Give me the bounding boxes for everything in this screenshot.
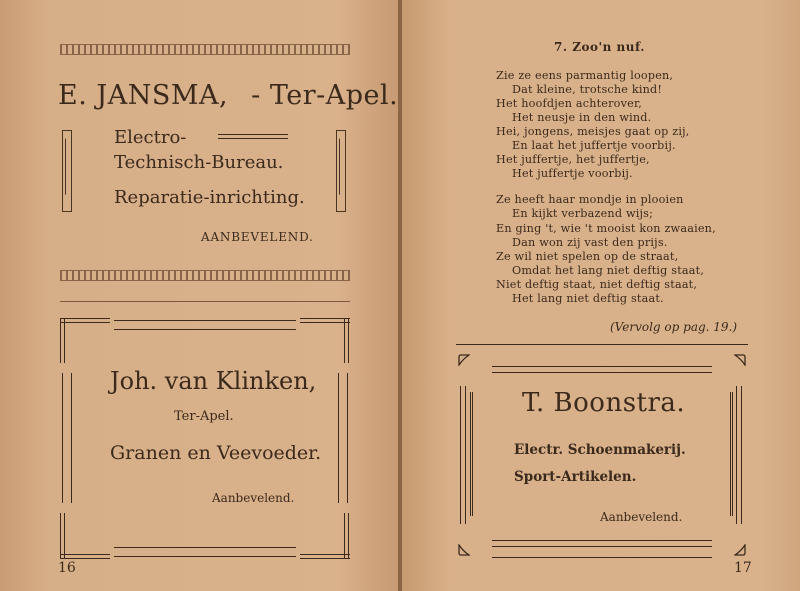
- frame-bottom-mid: [114, 547, 296, 557]
- frame-top-rule: [456, 344, 748, 345]
- frame-bottom-right: [300, 554, 350, 559]
- page-number-right: 17: [734, 560, 752, 576]
- frame-left-top: [60, 318, 65, 363]
- dash-line: [218, 134, 288, 139]
- klinken-place: Ter-Apel.: [174, 409, 234, 424]
- ornament-band-middle: [60, 270, 350, 281]
- jansma-name: E. JANSMA,: [58, 80, 229, 111]
- klinken-frame: [60, 318, 350, 563]
- divider-rule: [60, 301, 350, 302]
- frame-right-inner: [730, 392, 733, 516]
- poem-line: Dan won zij vast den prijs.: [512, 236, 668, 249]
- klinken-name: Joh. van Klinken,: [110, 367, 317, 395]
- poem-line: Zie ze eens parmantig loopen,: [496, 69, 674, 82]
- ad-jansma-name: [58, 80, 398, 111]
- boonstra-recommend: Aanbevelend.: [600, 510, 683, 524]
- poem-line: Ze heeft haar mondje in plooien: [496, 193, 684, 206]
- jansma-line1: Electro-: [114, 127, 187, 148]
- frame-bottom-lines: [492, 540, 712, 547]
- ornament-bar-left: [62, 130, 72, 212]
- poem-title: 7. Zoo'n nuf.: [554, 40, 645, 54]
- frame-left-mid: [62, 373, 72, 503]
- poem-line: Het neusje in den wind.: [512, 111, 652, 124]
- jansma-line3: Reparatie-inrichting.: [114, 187, 305, 208]
- poem-line: Hei, jongens, meisjes gaat op zij,: [496, 125, 690, 138]
- frame-right-lines: [736, 386, 742, 524]
- frame-left-inner: [470, 392, 473, 516]
- poem-line: Ze wil niet spelen op de straat,: [496, 250, 679, 263]
- corner-ornament-icon: [458, 544, 470, 556]
- poem-line: Omdat het lang niet deftig staat,: [512, 264, 705, 277]
- klinken-line1: Granen en Veevoeder.: [110, 442, 322, 464]
- poem-line: Het hoofdjen achterover,: [496, 97, 643, 110]
- frame-top-right: [300, 318, 350, 323]
- poem-line: Niet deftig staat, niet deftig staat,: [496, 278, 698, 291]
- frame-left-lines: [460, 386, 466, 524]
- poem-line: Dat kleine, trotsche kind!: [512, 83, 663, 96]
- corner-ornament-icon: [458, 354, 470, 366]
- boonstra-line2: Sport-Artikelen.: [514, 469, 637, 485]
- poem-line: En laat het juffertje voorbij.: [512, 139, 676, 152]
- frame-bottom-rule: [492, 557, 712, 558]
- ornament-bar-right: [336, 130, 346, 212]
- boonstra-line1: Electr. Schoenmakerij.: [514, 442, 686, 458]
- poem-line: En kijkt verbazend wijs;: [512, 207, 654, 220]
- frame-right-mid: [338, 373, 348, 503]
- frame-top-left: [60, 318, 110, 323]
- frame-right-top: [344, 318, 349, 363]
- boonstra-name: T. Boonstra.: [522, 388, 686, 418]
- frame-right-bottom: [344, 513, 349, 558]
- corner-ornament-icon: [734, 354, 746, 366]
- ornament-band-top: [60, 44, 350, 55]
- page-number-left: 16: [58, 560, 76, 576]
- poem-line: Het juffertje voorbij.: [512, 167, 633, 180]
- poem-line: En ging 't, wie 't mooist kon zwaaien,: [496, 222, 716, 235]
- left-page: [0, 0, 398, 591]
- corner-ornament-icon: [734, 544, 746, 556]
- frame-top-mid: [114, 320, 296, 330]
- poem-line: Het lang niet deftig staat.: [512, 292, 664, 305]
- jansma-recommend: AANBEVELEND.: [201, 230, 314, 244]
- frame-left-bottom: [60, 513, 65, 558]
- frame-top-lines: [492, 366, 712, 373]
- right-page: [402, 0, 800, 591]
- frame-bottom-left: [60, 554, 110, 559]
- jansma-line2: Technisch-Bureau.: [114, 152, 284, 173]
- klinken-recommend: Aanbevelend.: [212, 491, 295, 505]
- poem-continuation: (Vervolg op pag. 19.): [610, 320, 738, 334]
- poem-line: Het juffertje, het juffertje,: [496, 153, 650, 166]
- jansma-place: - Ter-Apel.: [251, 80, 399, 111]
